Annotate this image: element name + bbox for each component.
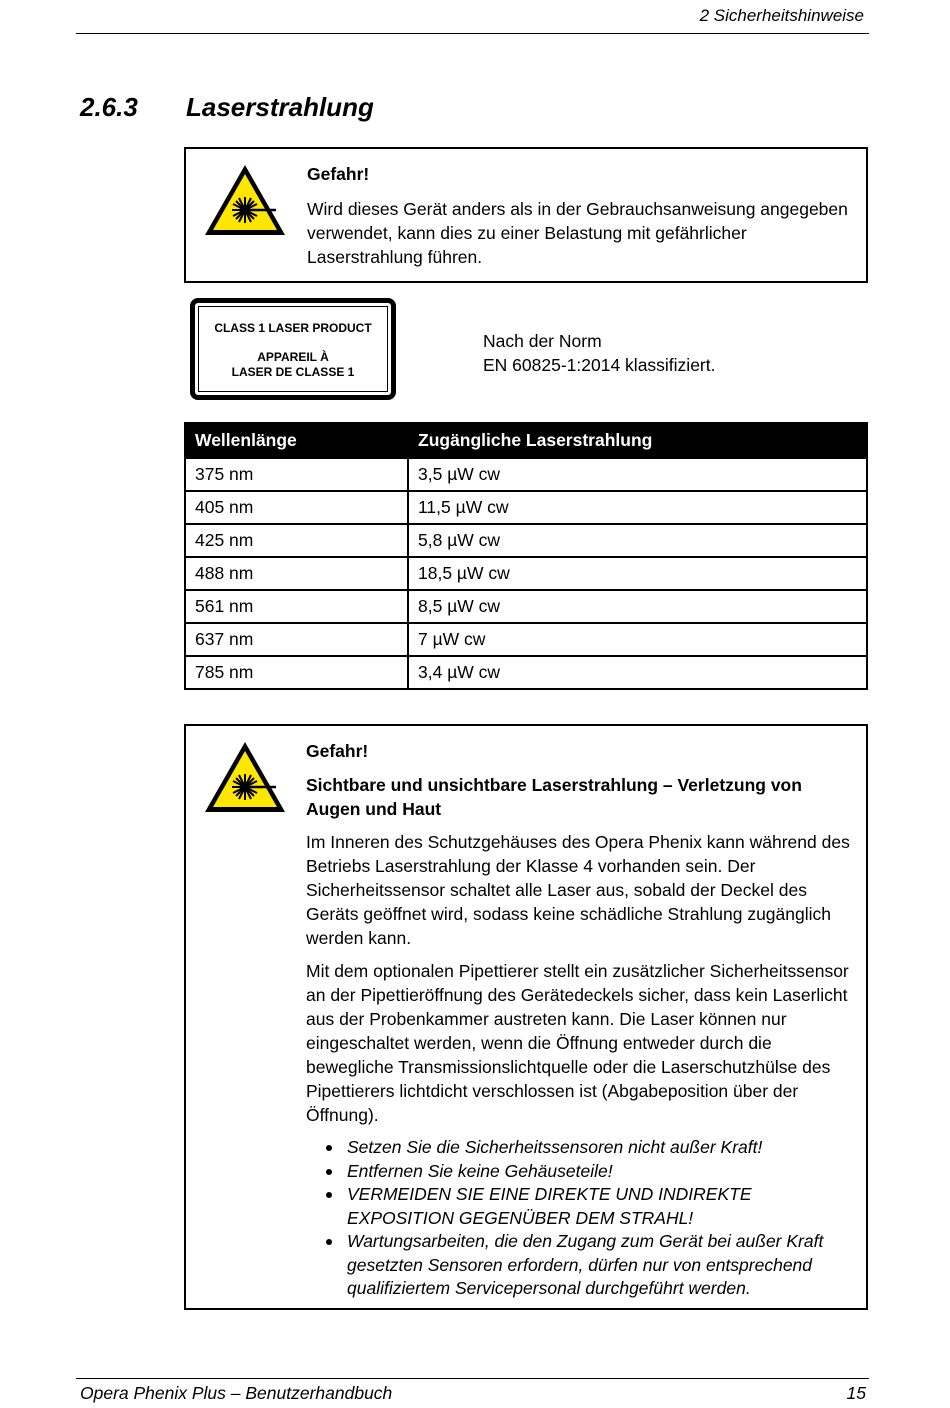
norm-line-2: EN 60825-1:2014 klassifiziert. [483,355,716,375]
power-cell: 8,5 µW cw [408,590,867,623]
table-row [185,656,867,689]
list-item [306,1160,854,1184]
power-cell: 3,5 µW cw [408,458,867,491]
danger-text: Wird dieses Gerät anders als in der Gebrauchsanweisung angegeben verwendet, kann dies zu einer Belastung mit gefährlicher Laserstrahlung führen. [307,199,848,267]
wavelength-cell: 637 nm [185,623,408,656]
power-cell: 11,5 µW cw [408,491,867,524]
list-item-text: Setzen Sie die Sicherheitssensoren nicht außer Kraft! [347,1137,763,1157]
label-line-2: APPAREIL À [257,350,329,364]
laser-emission-table [184,422,868,690]
table-row [185,557,867,590]
bullet-icon [326,1169,332,1175]
danger-signal-word: Gefahr! [307,164,370,184]
list-item [306,1183,854,1230]
table-row [185,590,867,623]
list-item-text: VERMEIDEN SIE EINE DIREKTE UND INDIREKTE EXPOSITION GEGENÜBER DEM STRAHL! [347,1184,752,1228]
danger-signal-word: Gefahr! [306,741,369,761]
list-item [306,1230,854,1301]
footer-title: Opera Phenix Plus – Benutzerhandbuch [80,1383,393,1403]
laser-warning-icon [202,739,288,815]
section-title: Laserstrahlung [186,92,374,122]
wavelength-cell: 425 nm [185,524,408,557]
table-row [185,524,867,557]
danger-notice-box [184,147,868,283]
bullet-icon [326,1239,332,1245]
section-number: 2.6.3 [80,92,138,122]
danger-paragraph-2: Mit dem optionalen Pipettierer stellt ein zusätzlicher Sicherheitssensor an der Pipettieröffnung des Gerätedeckels sicher, dass kein Laserlicht aus der Probenkammer austreten kann. Die Laser können nur eingeschaltet werden, wenn die Öffnung entweder durch die bewegliche Transmissionslichtquelle oder die Laserschutzhülse des Pipettierers lichtdicht verschlossen ist (Abgabeposition über der Öffnung). [306,961,849,1125]
running-header: 2 Sicherheitshinweise [699,6,864,25]
power-cell: 7 µW cw [408,623,867,656]
list-item-text: Wartungsarbeiten, die den Zugang zum Gerät bei außer Kraft gesetzten Sensoren erfordern, dürfen nur von entsprechend qualifiziertem Servicepersonal durchgeführt werden. [347,1231,824,1298]
bullet-icon [326,1145,332,1151]
class1-laser-label [188,298,400,404]
label-line-3: LASER DE CLASSE 1 [231,365,355,379]
table-header-row [185,423,867,458]
label-line-1: CLASS 1 LASER PRODUCT [214,321,372,335]
norm-classification [483,329,715,377]
page-number: 15 [846,1383,866,1403]
laser-warning-icon [202,162,288,238]
wavelength-cell: 488 nm [185,557,408,590]
power-cell: 3,4 µW cw [408,656,867,689]
footer-rule [76,1378,869,1379]
table-row [185,491,867,524]
column-header-wavelength: Wellenlänge [185,423,408,458]
column-header-accessible-radiation: Zugängliche Laserstrahlung [408,423,867,458]
wavelength-cell: 375 nm [185,458,408,491]
power-cell: 18,5 µW cw [408,557,867,590]
list-item [306,1136,854,1160]
table-row [185,458,867,491]
power-cell: 5,8 µW cw [408,524,867,557]
wavelength-cell: 405 nm [185,491,408,524]
list-item-text: Entfernen Sie keine Gehäuseteile! [347,1160,613,1181]
instruction-list [306,1136,854,1301]
danger-notice-box-2 [184,724,868,1310]
norm-line-1: Nach der Norm [483,331,602,351]
wavelength-cell: 785 nm [185,656,408,689]
bullet-icon [326,1192,332,1198]
header-rule [76,33,869,34]
wavelength-cell: 561 nm [185,590,408,623]
danger-paragraph-1: Im Inneren des Schutzgehäuses des Opera Phenix kann während des Betriebs Laserstrahlung der Klasse 4 vorhanden sein. Der Sicherheitssensor schaltet alle Laser aus, sobald der Deckel des Geräts geöffnet wird, sodass keine schädliche Strahlung zugänglich werden kann. [306,832,850,948]
danger-heading: Sichtbare und unsichtbare Laserstrahlung – Verletzung von Augen und Haut [306,775,802,819]
table-row [185,623,867,656]
